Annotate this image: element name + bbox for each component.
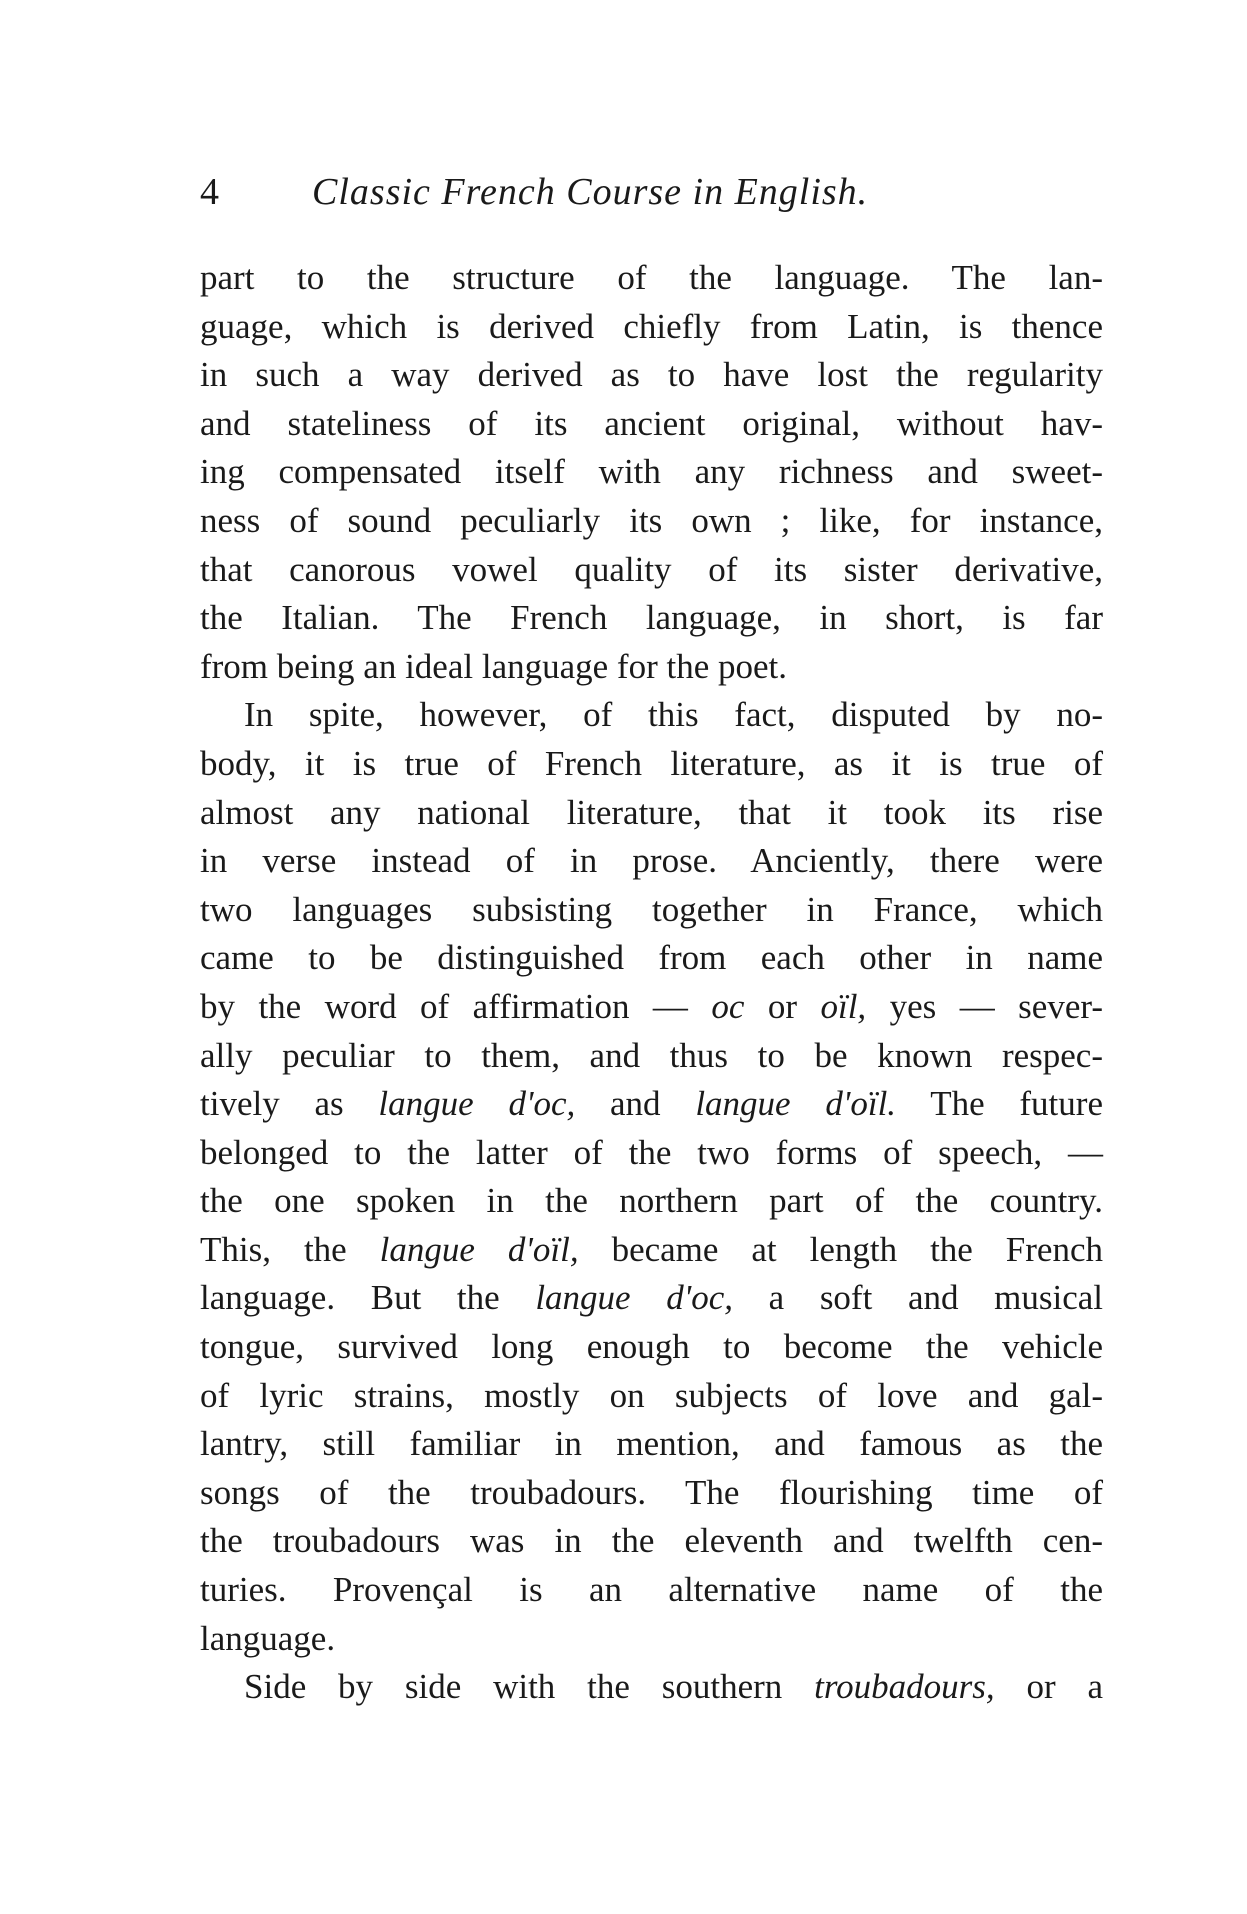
italic-text: langue d'oc, (378, 1084, 576, 1124)
text-line (200, 1177, 1103, 1226)
text-segment: guage, which is derived chiefly from Latin, is thence (200, 306, 1103, 346)
text-segment: language. But the (200, 1278, 536, 1318)
text-line (200, 1274, 1103, 1323)
text-line (200, 1420, 1103, 1469)
text-segment: the one spoken in the northern part of the country. (200, 1181, 1103, 1221)
text-line (200, 691, 1103, 740)
text-line (200, 1663, 1103, 1712)
italic-text: langue d'oïl, (379, 1229, 579, 1269)
text-segment: a soft and musical (733, 1278, 1103, 1318)
text-line (200, 1080, 1103, 1129)
text-line (200, 448, 1103, 497)
body-text (200, 254, 1103, 1712)
text-line (200, 497, 1103, 546)
italic-text: langue d'oc, (535, 1278, 733, 1318)
text-segment: almost any national literature, that it took its rise (200, 792, 1103, 832)
italic-text: oïl, (820, 986, 867, 1026)
page-header (200, 170, 1100, 220)
text-segment: Side by side with the southern (244, 1667, 815, 1707)
text-segment: by the word of affirmation — (200, 986, 712, 1026)
page-number: 4 (200, 171, 219, 213)
text-line (200, 740, 1103, 789)
text-line (200, 1129, 1103, 1178)
text-segment: In spite, however, of this fact, disputed by no- (244, 695, 1103, 735)
text-segment: in verse instead of in prose. Anciently, there were (200, 841, 1103, 881)
text-line (200, 1372, 1103, 1421)
text-segment: The future (896, 1084, 1103, 1124)
text-segment: turies. Provençal is an alternative name of the (200, 1570, 1103, 1610)
text-segment: language. (200, 1618, 336, 1658)
text-line (200, 837, 1103, 886)
text-line (200, 594, 1103, 643)
text-line (200, 1517, 1103, 1566)
text-segment: from being an ideal language for the poet. (200, 646, 788, 686)
text-segment: lantry, still familiar in mention, and famous as the (200, 1424, 1103, 1464)
text-segment: came to be distinguished from each other in name (200, 938, 1103, 978)
text-line (200, 1323, 1103, 1372)
text-line (200, 351, 1103, 400)
text-segment: belonged to the latter of the two forms of speech, — (200, 1132, 1103, 1172)
text-segment: ally peculiar to them, and thus to be known respec- (200, 1035, 1103, 1075)
text-line (200, 1469, 1103, 1518)
text-line (200, 546, 1103, 595)
italic-text: oc (711, 986, 745, 1026)
text-line (200, 1226, 1103, 1275)
text-segment: songs of the troubadours. The flourishing time of (200, 1472, 1103, 1512)
italic-text: langue d'oïl. (695, 1084, 897, 1124)
text-line (200, 886, 1103, 935)
text-line (200, 1566, 1103, 1615)
text-line (200, 789, 1103, 838)
text-segment: tively as (200, 1084, 379, 1124)
text-segment: the Italian. The French language, in short, is far (200, 598, 1103, 638)
text-line (200, 254, 1103, 303)
text-segment: ing compensated itself with any richness and sweet- (200, 452, 1103, 492)
text-line (200, 1615, 1103, 1664)
text-line (200, 983, 1103, 1032)
text-line (200, 1032, 1103, 1081)
text-line (200, 400, 1103, 449)
text-segment: ness of sound peculiarly its own ; like, for instance, (200, 500, 1103, 540)
text-line (200, 303, 1103, 352)
text-segment: or (744, 986, 821, 1026)
text-segment: in such a way derived as to have lost the regularity (200, 355, 1103, 395)
text-segment: part to the structure of the language. The lan- (200, 258, 1103, 297)
text-line (200, 934, 1103, 983)
text-segment: This, the (200, 1229, 380, 1269)
text-line (200, 643, 1103, 692)
text-segment: and (575, 1084, 696, 1124)
running-title: Classic French Course in English. (312, 171, 869, 213)
italic-text: troubadours, (814, 1667, 995, 1707)
text-segment: of lyric strains, mostly on subjects of love and gal- (200, 1375, 1103, 1415)
text-segment: the troubadours was in the eleventh and twelfth cen- (200, 1521, 1103, 1561)
text-segment: body, it is true of French literature, as it is true of (200, 743, 1103, 783)
text-segment: tongue, survived long enough to become the vehicle (200, 1327, 1103, 1367)
text-segment: yes — sever- (866, 986, 1103, 1026)
text-segment: became at length the French (578, 1229, 1103, 1269)
text-segment: that canorous vowel quality of its sister derivative, (200, 549, 1103, 589)
text-segment: and stateliness of its ancient original, without hav- (200, 403, 1103, 443)
text-segment: or a (994, 1667, 1103, 1707)
text-segment: two languages subsisting together in France, which (200, 889, 1103, 929)
